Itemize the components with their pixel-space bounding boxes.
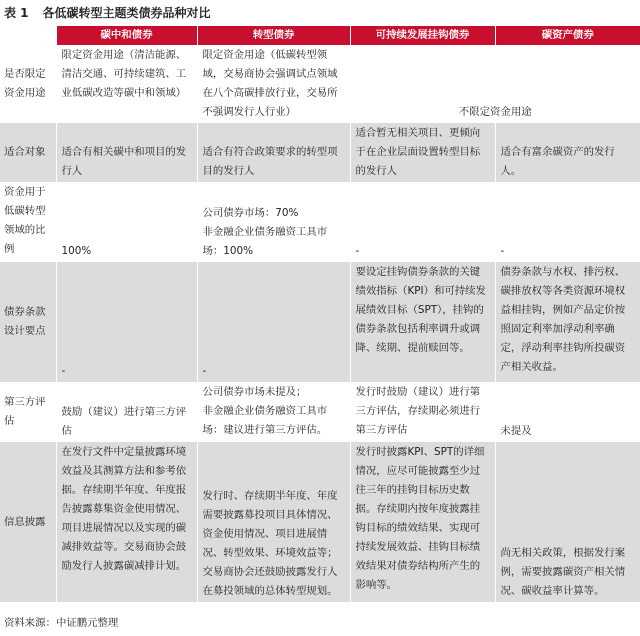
cell-purpose-merged: 不限定资金用途 [350, 45, 640, 123]
cell-disclosure-transition: 发行时、存续期半年度、年度需要披露募投项目具体情况、资金使用情况、项目进展情况、转型效果、环境效益等；交易商协会还鼓励披露发行人在募投领域的总体转型规划。 [197, 442, 350, 602]
cell-design-carbon-asset: 债券条款与水权、排污权、碳排放权等各类资源环境权益相挂钩，例如产品定价按照固定利率加浮动利率确定，浮动利率挂钩所投碳资产相关收益。 [495, 262, 640, 382]
header-carbon-neutral: 碳中和债券 [56, 26, 197, 45]
source-note: 资料来源：中证鹏元整理 [4, 617, 119, 629]
cell-third-party-carbon-neutral: 鼓励（建议）进行第三方评估 [56, 382, 197, 442]
cell-purpose-transition: 限定资金用途（低碳转型领域，交易商协会强调试点领域在八个高碳排放行业，交易所不强调发行人行业） [197, 45, 350, 123]
header-row [0, 26, 640, 45]
header-corner [0, 26, 56, 45]
row-target [0, 123, 640, 182]
cell-disclosure-sustainability-linked: 发行时披露KPI、SPT的详细情况，应尽可能披露至少过往三年的挂钩目标历史数据。存续期内按年度披露挂钩目标的绩效结果、实现可持续发展效益、挂钩目标绩效结果对债券结构所产生的影响等。 [350, 442, 495, 602]
cell-design-sustainability-linked: 要设定挂钩债券条款的关键绩效指标（KPI）和可持续发展绩效目标（SPT），挂钩的债券条款包括利率调升或调降、续期、提前赎回等。 [350, 262, 495, 382]
header-sustainability-linked: 可持续发展挂钩债券 [350, 26, 495, 45]
header-transition: 转型债券 [197, 26, 350, 45]
comparison-table [0, 26, 640, 602]
row-ratio [0, 182, 640, 262]
cell-target-sustainability-linked: 适合暂无相关项目、更倾向于在企业层面设置转型目标的发行人 [350, 123, 495, 182]
row-label-target: 适合对象 [0, 123, 56, 182]
table-title-text: 各低碳转型主题类债券品种对比 [42, 6, 211, 20]
table-title [4, 4, 211, 21]
row-label-purpose: 是否限定资金用途 [0, 45, 56, 123]
cell-disclosure-carbon-asset: 尚无相关政策，根据发行案例，需要披露碳资产相关情况、碳收益率计算等。 [495, 442, 640, 602]
row-label-design: 债券条款设计要点 [0, 262, 56, 382]
cell-disclosure-carbon-neutral: 在发行文件中定量披露环境效益及其测算方法和参考依据。存续期半年度、年度报告披露募集资金使用情况、项目进展情况以及实现的碳减排效益等。交易商协会鼓励发行人披露碳减排计划。 [56, 442, 197, 602]
cell-target-carbon-neutral: 适合有相关碳中和项目的发行人 [56, 123, 197, 182]
row-purpose [0, 45, 640, 123]
cell-third-party-sustainability-linked: 发行时鼓励（建议）进行第三方评估，存续期必须进行第三方评估 [350, 382, 495, 442]
cell-ratio-sustainability-linked: - [350, 182, 495, 262]
cell-ratio-carbon-asset: - [495, 182, 640, 262]
row-design [0, 262, 640, 382]
row-disclosure [0, 442, 640, 602]
cell-design-carbon-neutral: - [56, 262, 197, 382]
cell-design-transition: - [197, 262, 350, 382]
cell-third-party-transition: 公司债券市场未提及； 非金融企业债务融资工具市场：建议进行第三方评估。 [197, 382, 350, 442]
cell-ratio-carbon-neutral: 100% [56, 182, 197, 262]
cell-target-transition: 适合有符合政策要求的转型项目的发行人 [197, 123, 350, 182]
cell-purpose-carbon-neutral: 限定资金用途（清洁能源、清洁交通、可持续建筑、工业低碳改造等碳中和领域） [56, 45, 197, 123]
cell-third-party-carbon-asset: 未提及 [495, 382, 640, 442]
row-label-disclosure: 信息披露 [0, 442, 56, 602]
cell-ratio-transition: 公司债券市场：70% 非金融企业债务融资工具市场：100% [197, 182, 350, 262]
row-third-party [0, 382, 640, 442]
header-carbon-asset: 碳资产债券 [495, 26, 640, 45]
row-label-ratio: 资金用于低碳转型领域的比例 [0, 182, 56, 262]
row-label-third-party: 第三方评估 [0, 382, 56, 442]
cell-target-carbon-asset: 适合有富余碳资产的发行人。 [495, 123, 640, 182]
table-number: 表 1 [4, 6, 29, 20]
